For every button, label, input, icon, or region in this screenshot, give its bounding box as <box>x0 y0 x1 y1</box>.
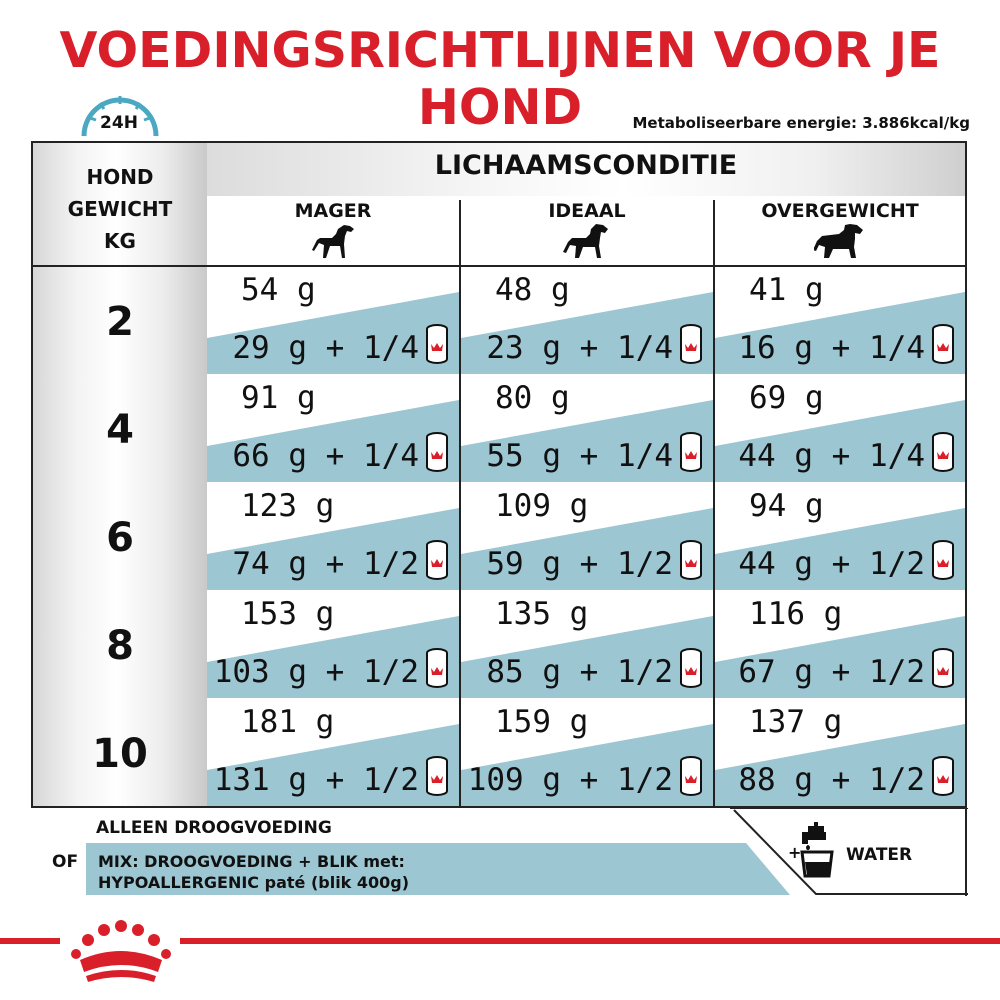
mix-amount: 74 g + 1/2 <box>232 546 419 582</box>
weight-value: 6 <box>106 515 134 561</box>
weight-header-line: KG <box>104 229 136 253</box>
can-icon <box>679 540 703 580</box>
dry-amount: 41 g <box>749 272 824 308</box>
dry-amount: 94 g <box>749 488 824 524</box>
mix-amount: 55 g + 1/4 <box>486 438 673 474</box>
can-icon <box>425 432 449 472</box>
page-title: VOEDINGSRICHTLIJNEN VOOR JE HOND <box>59 22 941 136</box>
weight-value: 8 <box>106 623 134 669</box>
mix-amount: 88 g + 1/2 <box>738 762 925 798</box>
can-icon <box>679 432 703 472</box>
can-icon <box>679 756 703 796</box>
mix-amount: 44 g + 1/4 <box>738 438 925 474</box>
legend-mix-line1: MIX: DROOGVOEDING + BLIK met: <box>98 852 405 871</box>
clock-label: 24H <box>100 113 138 133</box>
dry-amount: 91 g <box>241 380 316 416</box>
mix-amount: 16 g + 1/4 <box>738 330 925 366</box>
mix-amount: 23 g + 1/4 <box>486 330 673 366</box>
crown-logo <box>66 914 176 984</box>
mix-amount: 109 g + 1/2 <box>467 762 673 798</box>
can-icon <box>679 324 703 364</box>
can-icon <box>679 648 703 688</box>
dry-amount: 116 g <box>749 596 843 632</box>
can-icon <box>931 756 955 796</box>
dry-amount: 54 g <box>241 272 316 308</box>
mix-amount: 29 g + 1/4 <box>232 330 419 366</box>
can-icon <box>931 432 955 472</box>
dry-amount: 181 g <box>241 704 335 740</box>
dry-amount: 48 g <box>495 272 570 308</box>
mix-amount: 131 g + 1/2 <box>213 762 419 798</box>
header-divider <box>33 265 965 267</box>
dry-amount: 109 g <box>495 488 589 524</box>
dry-amount: 159 g <box>495 704 589 740</box>
weight-header-line: GEWICHT <box>67 197 173 221</box>
can-icon <box>931 540 955 580</box>
mix-amount: 44 g + 1/2 <box>738 546 925 582</box>
mix-amount: 59 g + 1/2 <box>486 546 673 582</box>
column-header-overweight: OVERGEWICHT <box>761 200 919 222</box>
weight-value: 2 <box>106 299 134 345</box>
mix-amount: 66 g + 1/4 <box>232 438 419 474</box>
condition-header: LICHAAMSCONDITIE <box>434 150 738 181</box>
dog-lean-icon <box>311 222 357 260</box>
weight-value: 4 <box>106 407 134 453</box>
weight-header-line: HOND <box>86 165 154 189</box>
dry-amount: 135 g <box>495 596 589 632</box>
legend-mix-line2: HYPOALLERGENIC paté (blik 400g) <box>98 873 410 892</box>
dry-amount: 69 g <box>749 380 824 416</box>
weight-value: 10 <box>92 731 148 777</box>
can-icon <box>425 324 449 364</box>
water-tap-icon <box>786 822 840 882</box>
can-icon <box>425 756 449 796</box>
can-icon <box>425 540 449 580</box>
dry-amount: 137 g <box>749 704 843 740</box>
energy-info: Metaboliseerbare energie: 3.886kcal/kg <box>632 114 970 132</box>
dry-amount: 123 g <box>241 488 335 524</box>
dry-amount: 153 g <box>241 596 335 632</box>
legend-water: WATER <box>846 845 913 865</box>
mix-amount: 103 g + 1/2 <box>213 654 419 690</box>
mix-amount: 67 g + 1/2 <box>738 654 925 690</box>
mix-amount: 85 g + 1/2 <box>486 654 673 690</box>
can-icon <box>931 324 955 364</box>
column-divider <box>459 200 461 806</box>
dog-overweight-icon <box>814 222 866 260</box>
dog-ideal-icon <box>562 222 610 260</box>
legend-or: OF <box>52 852 79 872</box>
svg-text:+: + <box>788 843 802 862</box>
can-icon <box>425 648 449 688</box>
column-header-lean: MAGER <box>294 200 372 222</box>
weight-header <box>33 161 207 257</box>
column-header-ideal: IDEAAL <box>548 200 626 222</box>
dry-amount: 80 g <box>495 380 570 416</box>
column-divider <box>713 200 715 806</box>
can-icon <box>931 648 955 688</box>
legend-dry-only: ALLEEN DROOGVOEDING <box>96 818 332 838</box>
